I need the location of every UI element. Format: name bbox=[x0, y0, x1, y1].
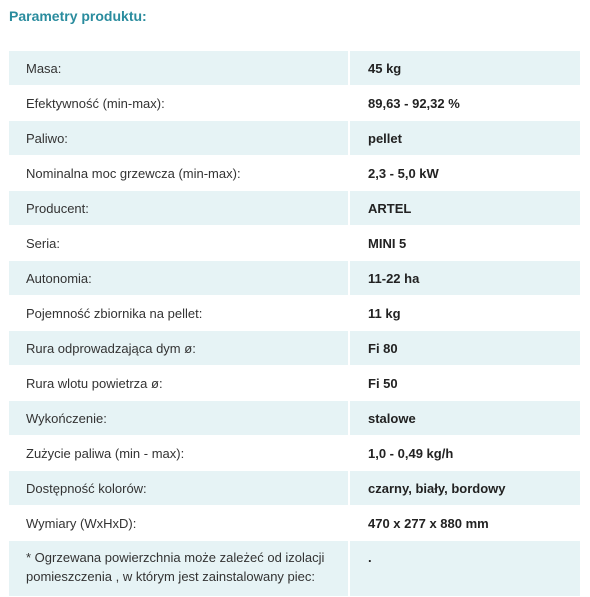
table-row bbox=[9, 51, 580, 86]
table-row bbox=[9, 401, 580, 436]
table-row bbox=[9, 471, 580, 506]
param-label: Rura wlotu powietrza ø: bbox=[9, 366, 349, 401]
table-row bbox=[9, 86, 580, 121]
table-row bbox=[9, 296, 580, 331]
param-label: Rura odprowadzająca dym ø: bbox=[9, 331, 349, 366]
param-label: Zużycie paliwa (min - max): bbox=[9, 436, 349, 471]
table-row bbox=[9, 366, 580, 401]
param-value: 11-22 ha bbox=[349, 261, 580, 296]
param-label: Seria: bbox=[9, 226, 349, 261]
param-label: * Ogrzewana powierzchnia może zależeć od izolacji pomieszczenia , w którym jest zainstalowany piec: bbox=[9, 541, 349, 597]
param-label: Producent: bbox=[9, 191, 349, 226]
param-value: ARTEL bbox=[349, 191, 580, 226]
table-row bbox=[9, 121, 580, 156]
param-value: . bbox=[349, 541, 580, 597]
param-value: stalowe bbox=[349, 401, 580, 436]
param-value: Fi 50 bbox=[349, 366, 580, 401]
param-label: Wykończenie: bbox=[9, 401, 349, 436]
section-title: Parametry produktu: bbox=[9, 8, 147, 24]
param-value: Fi 80 bbox=[349, 331, 580, 366]
param-label: Nominalna moc grzewcza (min-max): bbox=[9, 156, 349, 191]
param-label: Masa: bbox=[9, 51, 349, 86]
table-row bbox=[9, 506, 580, 541]
param-value: czarny, biały, bordowy bbox=[349, 471, 580, 506]
table-row bbox=[9, 331, 580, 366]
param-value: 89,63 - 92,32 % bbox=[349, 86, 580, 121]
param-value: 2,3 - 5,0 kW bbox=[349, 156, 580, 191]
table-row bbox=[9, 191, 580, 226]
param-label: Autonomia: bbox=[9, 261, 349, 296]
param-label: Efektywność (min-max): bbox=[9, 86, 349, 121]
table-row bbox=[9, 436, 580, 471]
table-row bbox=[9, 156, 580, 191]
param-label: Pojemność zbiornika na pellet: bbox=[9, 296, 349, 331]
table-row bbox=[9, 226, 580, 261]
table-row bbox=[9, 261, 580, 296]
param-value: 1,0 - 0,49 kg/h bbox=[349, 436, 580, 471]
param-value: MINI 5 bbox=[349, 226, 580, 261]
table-row bbox=[9, 541, 580, 597]
param-value: pellet bbox=[349, 121, 580, 156]
param-label: Wymiary (WxHxD): bbox=[9, 506, 349, 541]
product-parameters-table bbox=[9, 51, 580, 597]
param-label: Dostępność kolorów: bbox=[9, 471, 349, 506]
param-label: Paliwo: bbox=[9, 121, 349, 156]
param-value: 45 kg bbox=[349, 51, 580, 86]
param-value: 470 x 277 x 880 mm bbox=[349, 506, 580, 541]
param-value: 11 kg bbox=[349, 296, 580, 331]
